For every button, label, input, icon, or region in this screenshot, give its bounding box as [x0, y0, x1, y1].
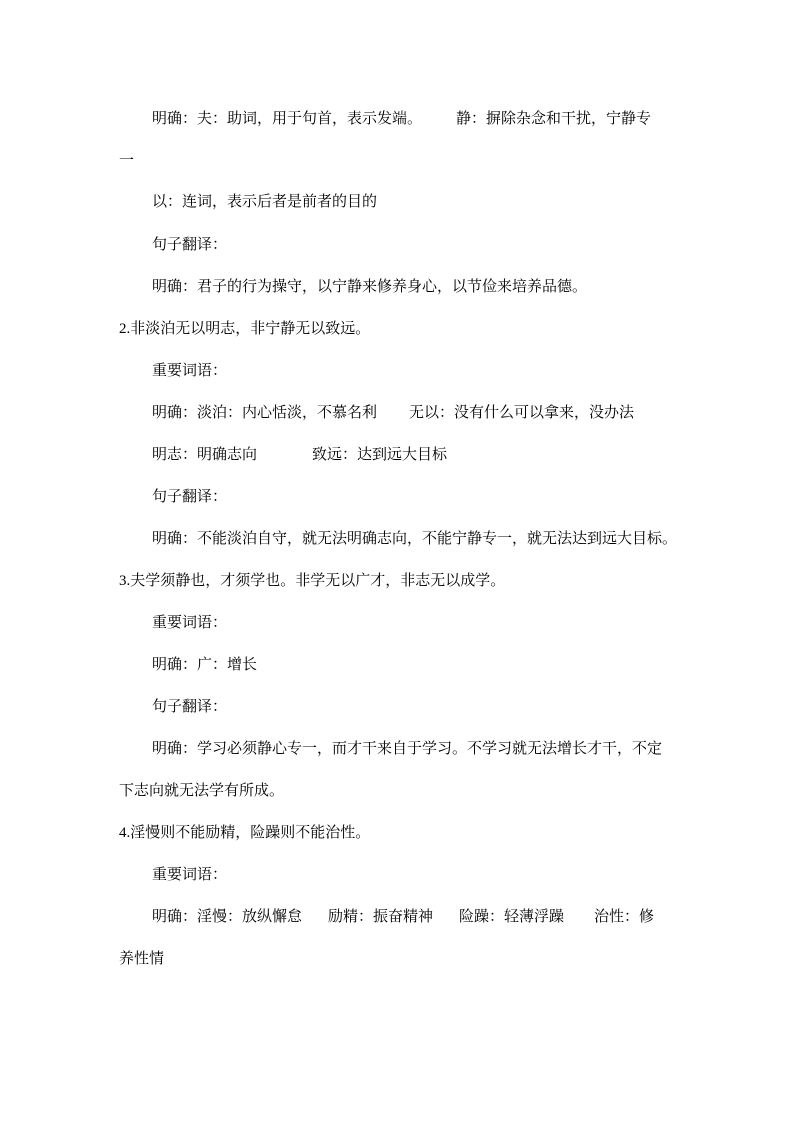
line-text: 一 [119, 151, 135, 169]
line-text: 重要词语： [152, 613, 228, 631]
text-line [119, 780, 284, 800]
text-line [152, 276, 587, 296]
line-text: 明志：明确志向 [152, 445, 258, 463]
line-text: 静：摒除杂念和干扰，宁静专 [456, 109, 652, 127]
line-text: 重要词语： [152, 865, 228, 883]
item-number: 4. [119, 825, 131, 841]
line-text: 下志向就无法学有所成。 [119, 781, 285, 799]
line-text: 明确：学习必须静心专一，而才干来自于学习。不学习就无法增长才干，不定 [152, 739, 663, 757]
numbered-line [119, 822, 370, 843]
text-line [152, 486, 227, 506]
text-line [152, 864, 227, 884]
line-text: 明确：夫：助词，用于句首，表示发端。 [152, 109, 423, 127]
line-text: 以：连词，表示后者是前者的目的 [152, 192, 378, 210]
line-text: 致远：达到远大目标 [312, 445, 448, 463]
line-text: 重要词语： [152, 361, 228, 379]
text-line [152, 402, 634, 422]
text-line [152, 108, 651, 128]
item-number: 2. [119, 321, 131, 337]
text-line [152, 191, 377, 211]
text-line [119, 948, 164, 968]
line-text: 淫慢则不能励精，险躁则不能治性。 [130, 823, 371, 841]
line-text: 句子翻译： [152, 487, 228, 505]
line-text: 险躁：轻薄浮躁 [459, 907, 565, 925]
line-text: 明确：淡泊：内心恬淡，不慕名利 [152, 403, 378, 421]
line-text: 养性情 [119, 949, 165, 967]
item-number: 3. [119, 573, 131, 589]
text-line [152, 696, 227, 716]
text-line [152, 528, 677, 548]
text-line [152, 360, 227, 380]
numbered-line [119, 318, 370, 339]
line-text: 非淡泊无以明志，非宁静无以致远。 [130, 319, 371, 337]
text-line [119, 150, 134, 170]
line-text: 明确：君子的行为操守，以宁静来修养身心，以节俭来培养品德。 [152, 277, 588, 295]
line-text: 明确：淫慢：放纵懈怠 [152, 907, 303, 925]
text-line [152, 612, 227, 632]
line-text: 无以：没有什么可以拿来，没办法 [409, 403, 635, 421]
line-text: 句子翻译： [152, 697, 228, 715]
text-line [152, 444, 447, 464]
text-line [152, 654, 257, 674]
text-line [152, 738, 662, 758]
numbered-line [119, 570, 505, 591]
line-text: 励精：振奋精神 [328, 907, 434, 925]
line-text: 明确：广：增长 [152, 655, 258, 673]
line-text: 句子翻译： [152, 235, 228, 253]
line-text: 夫学须静也，才须学也。非学无以广才，非志无以成学。 [130, 571, 506, 589]
line-text: 治性：修 [594, 907, 655, 925]
text-line [152, 234, 227, 254]
line-text: 明确：不能淡泊自守，就无法明确志向，不能宁静专一，就无法达到远大目标。 [152, 529, 678, 547]
text-line [152, 906, 654, 926]
